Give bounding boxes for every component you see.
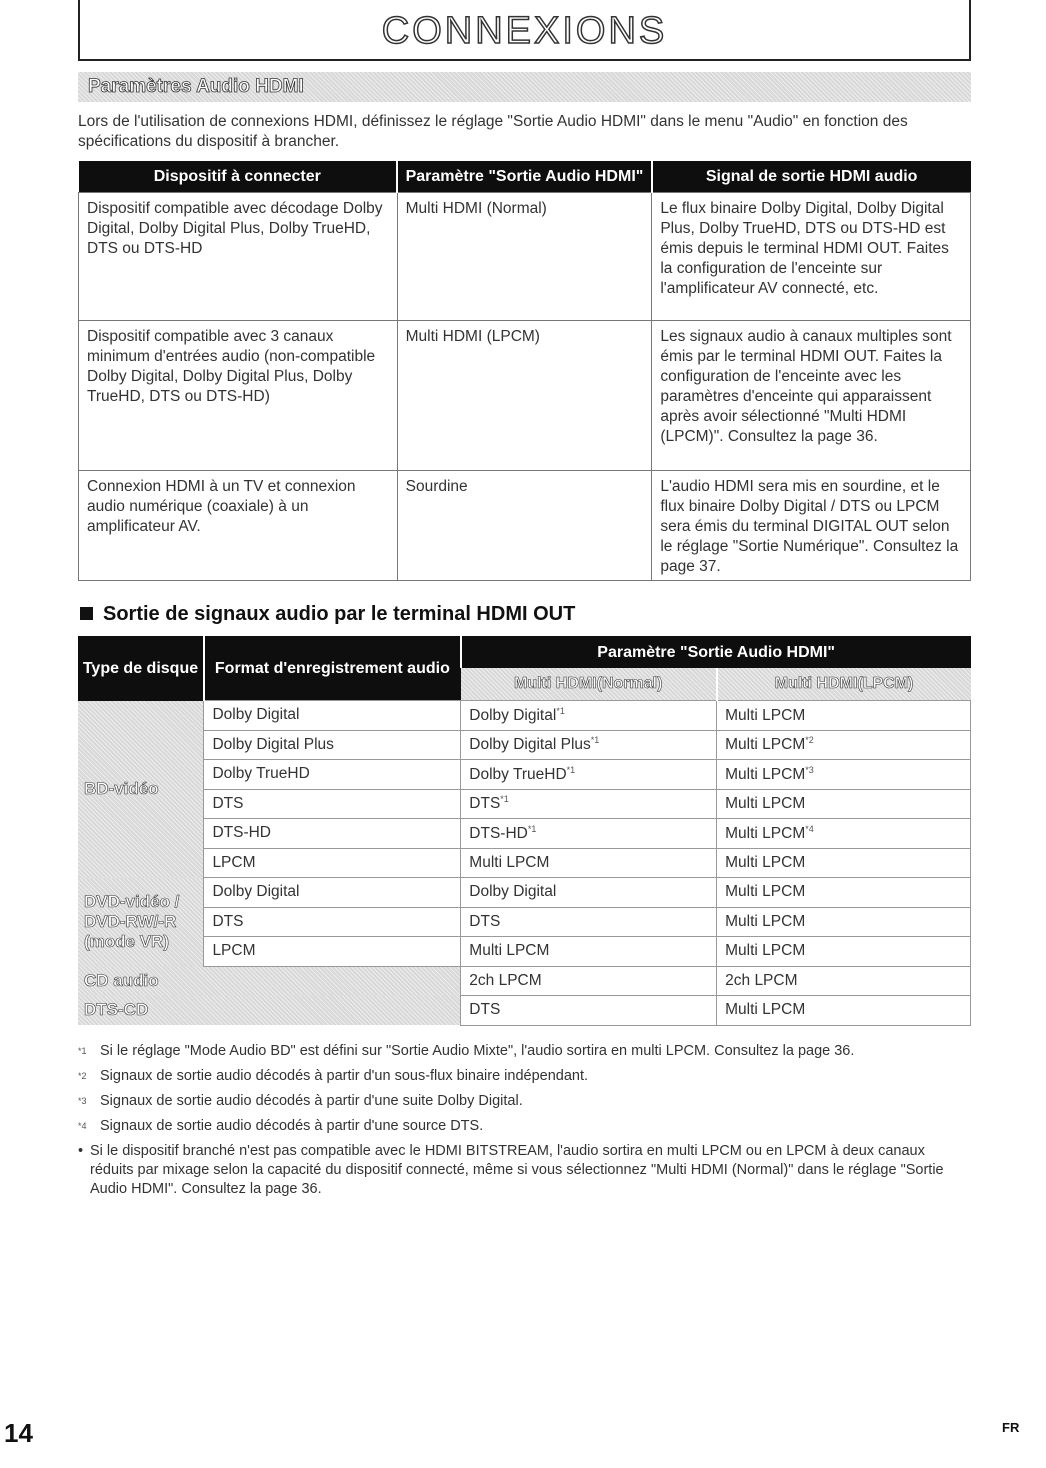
normal-cell — [461, 730, 717, 760]
sub-header-normal: Multi HDMI(Normal) — [461, 668, 717, 701]
subheading — [80, 603, 575, 626]
disc-dtscd-label: DTS-CD — [78, 996, 461, 1026]
lpcm-value: Multi LPCM — [725, 853, 806, 871]
audio-output-table — [78, 636, 971, 1026]
format-cell: Dolby Digital — [204, 701, 461, 731]
col-param-header: Paramètre "Sortie Audio HDMI" — [461, 636, 971, 668]
disc-dvd-label: DVD-vidéo / DVD-RW/-R (mode VR) — [78, 878, 204, 967]
normal-value: Dolby Digital — [469, 706, 557, 724]
col-format-header: Format d'enregistrement audio — [204, 636, 461, 701]
table-row — [78, 760, 971, 790]
footnote-mark: *4 — [805, 823, 814, 834]
normal-value: DTS-HD — [469, 824, 528, 842]
table-row — [78, 730, 971, 760]
format-cell: DTS-HD — [204, 819, 461, 849]
bullet-note — [78, 1142, 971, 1199]
footnote-text: Signaux de sortie audio décodés à partir d'un sous-flux binaire indépendant. — [100, 1068, 589, 1084]
normal-cell — [461, 819, 717, 849]
normal-cell — [461, 848, 717, 878]
lpcm-cell — [717, 789, 971, 819]
table-row — [78, 996, 971, 1026]
square-bullet-icon — [80, 607, 93, 620]
lpcm-cell — [717, 966, 971, 996]
setting-cell: Sourdine — [397, 471, 652, 581]
normal-cell — [461, 907, 717, 937]
device-cell: Dispositif compatible avec décodage Dolby Digital, Dolby Digital Plus, Dolby TrueHD, DTS ou DTS-HD — [79, 193, 398, 321]
footnote-mark: *1 — [566, 764, 576, 775]
footnote-mark: *1 — [78, 1046, 87, 1056]
format-cell: LPCM — [204, 848, 461, 878]
normal-cell — [461, 878, 717, 908]
footnote — [78, 1117, 971, 1136]
table-row — [78, 878, 971, 908]
normal-value: DTS — [469, 795, 501, 813]
footnote-mark: *1 — [500, 794, 509, 805]
normal-value: Multi LPCM — [469, 853, 550, 871]
normal-value: DTS — [469, 1001, 501, 1019]
normal-cell — [461, 760, 717, 790]
signal-cell: Le flux binaire Dolby Digital, Dolby Digital Plus, Dolby TrueHD, DTS ou DTS-HD est émis depuis le terminal HDMI OUT. Faites la configuration de l'enceinte sur l'amplificateur AV connecté, etc. — [652, 193, 971, 321]
signal-cell: Les signaux audio à canaux multiples sont émis par le terminal HDMI OUT. Faites la configuration de l'enceinte avec les paramètres d'enceinte qui apparaissent après avoir sélectionné "Multi HDMI (LPCM)". Consultez la page 36. — [652, 321, 971, 471]
footnotes — [78, 1042, 971, 1205]
footnote — [78, 1067, 971, 1086]
page-title: CONNEXIONS — [381, 10, 668, 52]
footnote-text: Signaux de sortie audio décodés à partir d'une source DTS. — [100, 1118, 484, 1134]
normal-cell — [461, 789, 717, 819]
setting-cell: Multi HDMI (Normal) — [397, 193, 652, 321]
table-row — [79, 321, 971, 471]
footnote-mark: *1 — [556, 705, 565, 716]
normal-cell — [461, 996, 717, 1026]
table-row — [78, 907, 971, 937]
footnote-mark: *4 — [78, 1121, 87, 1131]
page-number: 14 — [4, 1418, 33, 1448]
footnote — [78, 1092, 971, 1111]
normal-cell — [461, 701, 717, 731]
table-row — [78, 848, 971, 878]
table-row — [78, 701, 971, 731]
lpcm-cell — [717, 701, 971, 731]
lpcm-cell — [717, 937, 971, 967]
subheading-text: Sortie de signaux audio par le terminal HDMI OUT — [103, 603, 576, 625]
normal-cell — [461, 937, 717, 967]
page-title-box — [78, 0, 971, 61]
normal-value: Dolby TrueHD — [469, 765, 567, 783]
footnote-mark: *3 — [805, 764, 814, 775]
format-cell: Dolby Digital Plus — [204, 730, 461, 760]
lpcm-value: Multi LPCM — [725, 765, 806, 783]
normal-cell — [461, 966, 717, 996]
normal-value: 2ch LPCM — [469, 971, 542, 989]
lpcm-cell — [717, 819, 971, 849]
bullet-icon: • — [78, 1143, 84, 1159]
normal-value: Dolby Digital — [469, 883, 557, 901]
disc-bd-label: BD-vidéo — [78, 701, 204, 878]
sub-header-lpcm: Multi HDMI(LPCM) — [717, 668, 971, 701]
normal-value: Multi LPCM — [469, 942, 550, 960]
lpcm-value: Multi LPCM — [725, 1001, 806, 1019]
lpcm-value: Multi LPCM — [725, 912, 806, 930]
lpcm-value: Multi LPCM — [725, 942, 806, 960]
lpcm-cell — [717, 996, 971, 1026]
format-cell: Dolby Digital — [204, 878, 461, 908]
lpcm-cell — [717, 848, 971, 878]
lpcm-cell — [717, 730, 971, 760]
footnote-mark: *2 — [805, 735, 814, 746]
intro-paragraph: Lors de l'utilisation de connexions HDMI, définissez le réglage "Sortie Audio HDMI" dans le menu "Audio" en fonction des spécifications du dispositif à brancher. — [78, 113, 908, 150]
footnote-mark: *1 — [527, 823, 537, 834]
bullet-note-text: Si le dispositif branché n'est pas compatible avec le HDMI BITSTREAM, l'audio sortira en multi LPCM ou en LPCM à deux canaux réduits par mixage selon la capacité du dispositif connecté, même si vous sélectionnez "Multi HDMI (Normal)" dans le réglage "Sortie Audio HDMI". Consultez la page 36. — [90, 1143, 944, 1197]
normal-value: Dolby Digital Plus — [469, 736, 591, 754]
col-disc-header: Type de disque — [78, 636, 204, 701]
table-header: Signal de sortie HDMI audio — [652, 161, 971, 193]
footnote-text: Signaux de sortie audio décodés à partir d'une suite Dolby Digital. — [100, 1093, 523, 1109]
table-row — [78, 789, 971, 819]
table-row — [79, 471, 971, 581]
footnote-mark: *2 — [78, 1071, 87, 1081]
table-header: Paramètre "Sortie Audio HDMI" — [397, 161, 652, 193]
format-cell: DTS — [204, 907, 461, 937]
table-row — [78, 966, 971, 996]
lpcm-cell — [717, 907, 971, 937]
footnote-mark: *3 — [78, 1096, 87, 1106]
format-cell: DTS — [204, 789, 461, 819]
lpcm-cell — [717, 878, 971, 908]
format-cell: LPCM — [204, 937, 461, 967]
footnote-mark: *1 — [590, 735, 600, 746]
lpcm-value: Multi LPCM — [725, 706, 806, 724]
format-cell: Dolby TrueHD — [204, 760, 461, 790]
lpcm-value: Multi LPCM — [725, 736, 806, 754]
lpcm-value: Multi LPCM — [725, 795, 806, 813]
footnote — [78, 1042, 971, 1061]
lpcm-value: Multi LPCM — [725, 824, 806, 842]
table-row — [79, 193, 971, 321]
disc-cd-label: CD audio — [78, 966, 461, 996]
table-row — [78, 819, 971, 849]
normal-value: DTS — [469, 912, 501, 930]
table-row — [78, 937, 971, 967]
device-cell: Dispositif compatible avec 3 canaux minimum d'entrées audio (non-compatible Dolby Digital, Dolby Digital Plus, Dolby TrueHD, DTS ou DTS-HD) — [79, 321, 398, 471]
device-cell: Connexion HDMI à un TV et connexion audio numérique (coaxiale) à un amplificateur AV. — [79, 471, 398, 581]
lpcm-value: Multi LPCM — [725, 883, 806, 901]
hdmi-settings-table — [78, 161, 971, 581]
setting-cell: Multi HDMI (LPCM) — [397, 321, 652, 471]
signal-cell: L'audio HDMI sera mis en sourdine, et le flux binaire Dolby Digital / DTS ou LPCM sera émis du terminal DIGITAL OUT selon le réglage "Sortie Numérique". Consultez la page 37. — [652, 471, 971, 581]
lpcm-value: 2ch LPCM — [725, 971, 798, 989]
table-header: Dispositif à connecter — [79, 161, 398, 193]
footnote-text: Si le réglage "Mode Audio BD" est défini sur "Sortie Audio Mixte", l'audio sortira en multi LPCM. Consultez la page 36. — [100, 1043, 855, 1059]
section-title: Paramètres Audio HDMI — [88, 76, 304, 97]
lpcm-cell — [717, 760, 971, 790]
section-title-bar — [78, 72, 971, 102]
language-code: FR — [1002, 1420, 1020, 1435]
